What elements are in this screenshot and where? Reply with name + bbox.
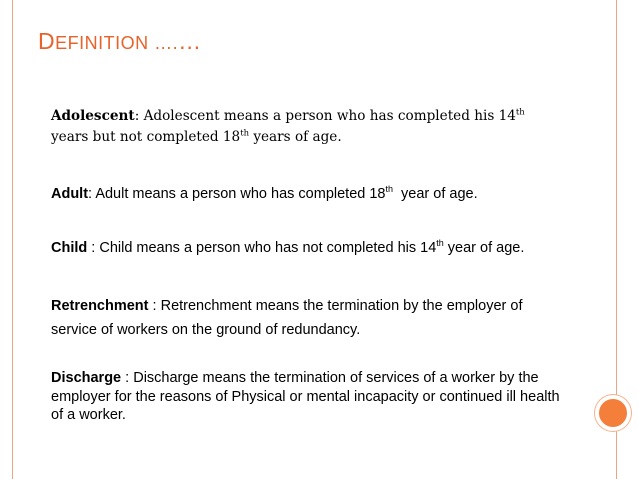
definition-adult: Adult: Adult means a person who has completed 18th year of age. [51, 184, 478, 202]
term-discharge: Discharge [51, 370, 122, 386]
term-child: Child [51, 240, 88, 256]
definition-discharge: Discharge : Discharge means the termination of services of a worker by the employer for the reasons of Physical or mental incapacity or continued ill health of a worker. [51, 370, 560, 423]
decorative-circle [595, 395, 631, 431]
definition-child: Child : Child means a person who has not completed his 14th year of age. [51, 238, 525, 256]
definition-retrenchment: Retrenchment : Retrenchment means the termination by the employer of service of workers on the ground of redundancy. [51, 298, 523, 338]
term-retrenchment: Retrenchment [51, 298, 149, 314]
slide-title: DEFINITION ….… [38, 28, 202, 54]
term-adult: Adult [51, 186, 89, 202]
definition-adolescent: Adolescent: Adolescent means a person who has completed his 14th years but not completed 18th years of age. [51, 106, 525, 145]
term-adolescent: Adolescent [51, 108, 135, 124]
